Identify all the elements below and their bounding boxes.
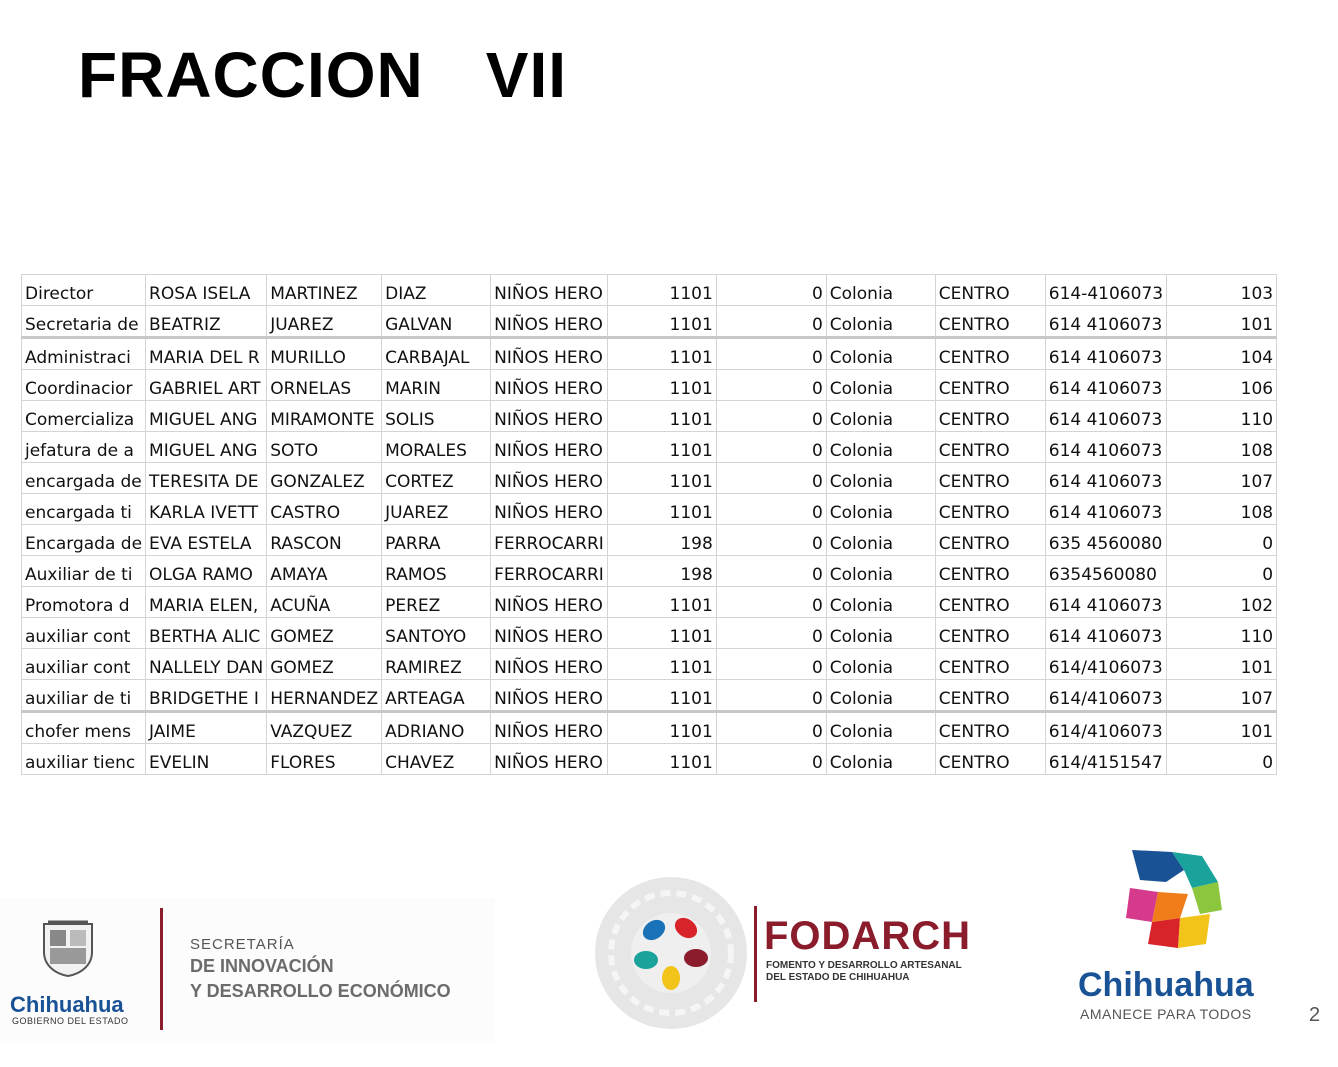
table-cell: Colonia (826, 587, 935, 618)
table-row (22, 401, 1277, 432)
table-cell: 614/4106073 (1045, 649, 1166, 680)
chihuahua-amanece-logo (1072, 848, 1282, 1028)
table-row (22, 432, 1277, 463)
table-cell: 635 4560080 (1045, 525, 1166, 556)
table-cell: 1101 (607, 370, 716, 401)
fodarch-subtitle-1: FOMENTO Y DESARROLLO ARTESANAL (766, 960, 962, 971)
table-cell: 614 4106073 (1045, 463, 1166, 494)
table-cell: 1101 (607, 432, 716, 463)
table-cell: 614/4106073 (1045, 680, 1166, 712)
table-cell: GABRIEL ART (146, 370, 267, 401)
table-cell: 0 (1167, 744, 1277, 775)
table-cell: 0 (716, 556, 826, 587)
table-cell: chofer mens (22, 712, 146, 744)
state-shield-icon (36, 918, 100, 978)
gobierno-subtitle: GOBIERNO DEL ESTADO (12, 1016, 129, 1026)
table-cell: 614 4106073 (1045, 401, 1166, 432)
table-cell: 0 (1167, 556, 1277, 587)
table-cell: NIÑOS HERO (491, 649, 608, 680)
table-cell: CENTRO (935, 712, 1045, 744)
table-cell: 614 4106073 (1045, 338, 1166, 370)
table-cell: Colonia (826, 306, 935, 338)
table-cell: 1101 (607, 306, 716, 338)
title-word-1: FRACCION (78, 39, 424, 111)
staff-directory-table (21, 274, 1277, 775)
fodarch-name: FODARCH (764, 914, 971, 958)
table-cell: MURILLO (267, 338, 382, 370)
table-cell: 1101 (607, 680, 716, 712)
table-cell: RASCON (267, 525, 382, 556)
table-cell: JUAREZ (267, 306, 382, 338)
table-cell: NIÑOS HERO (491, 494, 608, 525)
table-cell: CENTRO (935, 463, 1045, 494)
hands-circle-icon (592, 874, 750, 1032)
table-cell: Colonia (826, 401, 935, 432)
table-cell: MIGUEL ANG (146, 432, 267, 463)
page-title (78, 38, 567, 112)
table-cell: MIRAMONTE (267, 401, 382, 432)
table-cell: HERNANDEZ (267, 680, 382, 712)
table-cell: DIAZ (382, 275, 491, 306)
table-row (22, 525, 1277, 556)
table-cell: RAMIREZ (382, 649, 491, 680)
table-cell: 1101 (607, 618, 716, 649)
table-cell: 108 (1167, 494, 1277, 525)
table-cell: 0 (716, 649, 826, 680)
table-cell: CENTRO (935, 525, 1045, 556)
table-cell: ADRIANO (382, 712, 491, 744)
table-cell: 1101 (607, 587, 716, 618)
table-cell: 1101 (607, 275, 716, 306)
table-cell: CENTRO (935, 649, 1045, 680)
table-cell: BRIDGETHE I (146, 680, 267, 712)
table-cell: CARBAJAL (382, 338, 491, 370)
table-cell: NIÑOS HERO (491, 680, 608, 712)
secretaria-line-2: DE INNOVACIÓN (190, 956, 334, 976)
table-cell: jefatura de a (22, 432, 146, 463)
table-cell: 0 (716, 370, 826, 401)
table-cell: 614 4106073 (1045, 494, 1166, 525)
table-cell: 614 4106073 (1045, 306, 1166, 338)
table-cell: Colonia (826, 712, 935, 744)
table-cell: Colonia (826, 744, 935, 775)
table-cell: NIÑOS HERO (491, 744, 608, 775)
table-cell: Colonia (826, 463, 935, 494)
table-cell: 107 (1167, 680, 1277, 712)
table-cell: BERTHA ALIC (146, 618, 267, 649)
table-cell: PEREZ (382, 587, 491, 618)
table-cell: 614-4106073 (1045, 275, 1166, 306)
table-cell: Colonia (826, 649, 935, 680)
table-cell: ORNELAS (267, 370, 382, 401)
table-row (22, 587, 1277, 618)
table-cell: CENTRO (935, 680, 1045, 712)
table-cell: TERESITA DE (146, 463, 267, 494)
table-cell: EVELIN (146, 744, 267, 775)
table-cell: CENTRO (935, 618, 1045, 649)
table-cell: 102 (1167, 587, 1277, 618)
table-cell: 0 (716, 306, 826, 338)
table-cell: ARTEAGA (382, 680, 491, 712)
table-cell: CENTRO (935, 306, 1045, 338)
table-cell: 1101 (607, 463, 716, 494)
table-row (22, 494, 1277, 525)
table-cell: NALLELY DAN (146, 649, 267, 680)
table-cell: Promotora d (22, 587, 146, 618)
table-cell: 198 (607, 525, 716, 556)
table-cell: CENTRO (935, 587, 1045, 618)
table-row (22, 275, 1277, 306)
table-cell: CENTRO (935, 370, 1045, 401)
table-cell: Encargada de (22, 525, 146, 556)
table-row (22, 370, 1277, 401)
table-cell: MARIA DEL R (146, 338, 267, 370)
table-cell: 106 (1167, 370, 1277, 401)
table-row (22, 712, 1277, 744)
table-cell: 110 (1167, 401, 1277, 432)
table-row (22, 680, 1277, 712)
table-cell: CENTRO (935, 401, 1045, 432)
table-cell: 0 (716, 712, 826, 744)
table-cell: CENTRO (935, 275, 1045, 306)
table-cell: FERROCARRI (491, 525, 608, 556)
table-cell: CORTEZ (382, 463, 491, 494)
table-cell: Colonia (826, 680, 935, 712)
table-cell: NIÑOS HERO (491, 618, 608, 649)
table-cell: 1101 (607, 712, 716, 744)
divider (160, 908, 163, 1030)
table-cell: 101 (1167, 306, 1277, 338)
table-cell: MARIN (382, 370, 491, 401)
secretaria-label: SECRETARÍA (190, 936, 295, 953)
table-cell: SOTO (267, 432, 382, 463)
table-cell: EVA ESTELA (146, 525, 267, 556)
table-cell: CHAVEZ (382, 744, 491, 775)
table-cell: 101 (1167, 649, 1277, 680)
table-row (22, 744, 1277, 775)
table-row (22, 306, 1277, 338)
table-cell: GOMEZ (267, 618, 382, 649)
table-row (22, 649, 1277, 680)
table-cell: 614 4106073 (1045, 432, 1166, 463)
table-cell: CENTRO (935, 338, 1045, 370)
table-cell: Colonia (826, 370, 935, 401)
table-cell: MIGUEL ANG (146, 401, 267, 432)
table-cell: Coordinacior (22, 370, 146, 401)
table-cell: Colonia (826, 494, 935, 525)
secretaria-line-3: Y DESARROLLO ECONÓMICO (190, 981, 451, 1001)
table-cell: 0 (716, 432, 826, 463)
table-cell: 198 (607, 556, 716, 587)
table-cell: 0 (716, 463, 826, 494)
table-cell: RAMOS (382, 556, 491, 587)
gobierno-chihuahua-logo (0, 898, 495, 1043)
gobierno-name: Chihuahua (10, 992, 124, 1017)
table-cell: auxiliar cont (22, 649, 146, 680)
table-cell: 0 (716, 338, 826, 370)
table-cell: 614 4106073 (1045, 370, 1166, 401)
title-word-2: VII (485, 39, 567, 111)
table-cell: auxiliar de ti (22, 680, 146, 712)
table-cell: 108 (1167, 432, 1277, 463)
table-cell: 614/4106073 (1045, 712, 1166, 744)
table-cell: Colonia (826, 338, 935, 370)
table-cell: 104 (1167, 338, 1277, 370)
table-cell: Colonia (826, 432, 935, 463)
table-cell: encargada de (22, 463, 146, 494)
table-cell: 0 (1167, 525, 1277, 556)
table-cell: 1101 (607, 649, 716, 680)
table-cell: GOMEZ (267, 649, 382, 680)
table-cell: NIÑOS HERO (491, 712, 608, 744)
table-row (22, 556, 1277, 587)
table-cell: 1101 (607, 494, 716, 525)
table-cell: Colonia (826, 618, 935, 649)
table-cell: OLGA RAMO (146, 556, 267, 587)
table-row (22, 618, 1277, 649)
fodarch-subtitle-2: DEL ESTADO DE CHIHUAHUA (766, 972, 910, 983)
table-cell: NIÑOS HERO (491, 370, 608, 401)
table-cell: Colonia (826, 556, 935, 587)
table-cell: NIÑOS HERO (491, 587, 608, 618)
table-cell: 614 4106073 (1045, 618, 1166, 649)
table-cell: 0 (716, 744, 826, 775)
table-cell: Administraci (22, 338, 146, 370)
table-cell: 6354560080 (1045, 556, 1166, 587)
table-cell: KARLA IVETT (146, 494, 267, 525)
table-cell: Comercializa (22, 401, 146, 432)
table-cell: SOLIS (382, 401, 491, 432)
table-cell: FLORES (267, 744, 382, 775)
table-cell: BEATRIZ (146, 306, 267, 338)
table-cell: 103 (1167, 275, 1277, 306)
table-cell: 1101 (607, 744, 716, 775)
table-row (22, 463, 1277, 494)
table-cell: PARRA (382, 525, 491, 556)
table-cell: 101 (1167, 712, 1277, 744)
table-cell: 614/4151547 (1045, 744, 1166, 775)
table-cell: NIÑOS HERO (491, 306, 608, 338)
fodarch-logo (592, 874, 992, 1034)
table-cell: Colonia (826, 275, 935, 306)
divider (754, 906, 757, 1002)
table-cell: CENTRO (935, 494, 1045, 525)
table-cell: CENTRO (935, 744, 1045, 775)
table-cell: 110 (1167, 618, 1277, 649)
table-cell: MORALES (382, 432, 491, 463)
table-cell: 1101 (607, 338, 716, 370)
chihuahua-slogan: AMANECE PARA TODOS (1080, 1006, 1252, 1022)
table-cell: NIÑOS HERO (491, 463, 608, 494)
table-cell: NIÑOS HERO (491, 432, 608, 463)
table-cell: JUAREZ (382, 494, 491, 525)
table-cell: NIÑOS HERO (491, 401, 608, 432)
chihuahua-map-icon (1122, 848, 1227, 968)
table-cell: VAZQUEZ (267, 712, 382, 744)
table-cell: 1101 (607, 401, 716, 432)
table-cell: CENTRO (935, 432, 1045, 463)
table-cell: ROSA ISELA (146, 275, 267, 306)
table-cell: encargada ti (22, 494, 146, 525)
table-cell: CASTRO (267, 494, 382, 525)
table-cell: 0 (716, 680, 826, 712)
table-cell: MARTINEZ (267, 275, 382, 306)
table-cell: Director (22, 275, 146, 306)
table-cell: 0 (716, 587, 826, 618)
page-number: 2 (1309, 1004, 1321, 1026)
table-cell: 0 (716, 401, 826, 432)
table-cell: GONZALEZ (267, 463, 382, 494)
table-cell: NIÑOS HERO (491, 275, 608, 306)
table-row (22, 338, 1277, 370)
table-cell: AMAYA (267, 556, 382, 587)
table-cell: 107 (1167, 463, 1277, 494)
table-cell: 0 (716, 618, 826, 649)
table-cell: 614 4106073 (1045, 587, 1166, 618)
table-cell: MARIA ELEN, (146, 587, 267, 618)
table-cell: JAIME (146, 712, 267, 744)
table-cell: Secretaria de (22, 306, 146, 338)
table-cell: Colonia (826, 525, 935, 556)
table-cell: 0 (716, 275, 826, 306)
table-cell: FERROCARRI (491, 556, 608, 587)
table-cell: auxiliar cont (22, 618, 146, 649)
table-cell: Auxiliar de ti (22, 556, 146, 587)
table-cell: GALVAN (382, 306, 491, 338)
table-cell: ACUÑA (267, 587, 382, 618)
table-cell: SANTOYO (382, 618, 491, 649)
table-cell: NIÑOS HERO (491, 338, 608, 370)
chihuahua-brand-name: Chihuahua (1078, 966, 1254, 1004)
table-cell: 0 (716, 494, 826, 525)
table-cell: auxiliar tienc (22, 744, 146, 775)
table-cell: CENTRO (935, 556, 1045, 587)
table-cell: 0 (716, 525, 826, 556)
